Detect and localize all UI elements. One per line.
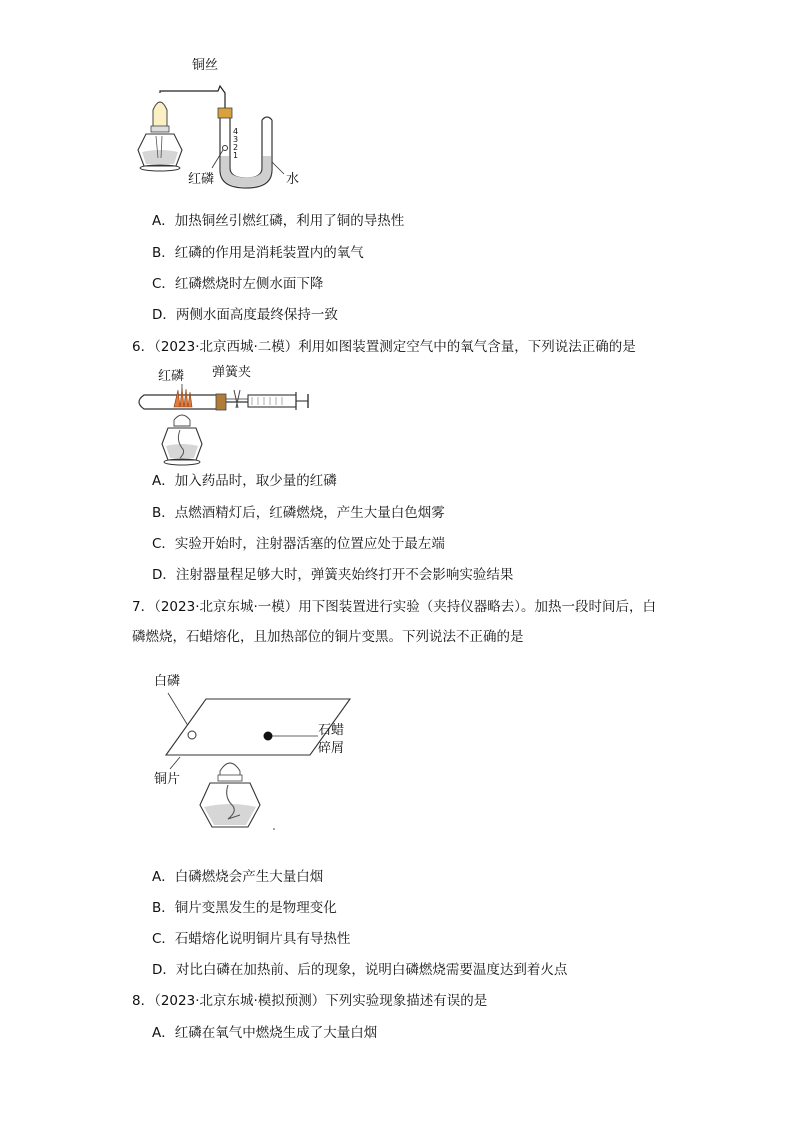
label-copper-sheet: 铜片 [154,772,181,787]
svg-text:1: 1 [233,151,239,160]
q5-option-a: A．加热铜丝引燃红磷，利用了铜的导热性 [152,213,405,229]
q6-option-d: D．注射器量程足够大时，弹簧夹始终打开不会影响实验结果 [152,567,514,583]
q6-option-b: B．点燃酒精灯后，红磷燃烧，产生大量白色烟雾 [152,505,445,521]
q5-option-b: B．红磷的作用是消耗装置内的氧气 [152,245,364,261]
q7-stem-line2: 磷燃烧，石蜡熔化，且加热部位的铜片变黑。下列说法不正确的是 [132,629,524,645]
label-paraffin-2: 碎屑 [318,741,345,756]
label-copper-wire: 铜丝 [192,58,219,73]
label-white-phosphorus: 白磷 [154,674,181,689]
svg-text:3: 3 [233,135,239,144]
q6-option-c: C．实验开始时，注射器活塞的位置应处于最左端 [152,536,445,552]
label-red-phosphorus-2: 红磷 [158,369,185,384]
label-spring-clamp: 弹簧夹 [212,365,252,380]
figure-copper-sheet-apparatus [140,665,370,835]
q7-option-c: C．石蜡熔化说明铜片具有导热性 [152,931,351,947]
copper-wire [160,86,225,108]
label-water: 水 [286,172,300,187]
q8-option-a: A．红磷在氧气中燃烧生成了大量白烟 [152,1025,378,1041]
figure-syringe-apparatus [130,360,320,475]
q7-option-a: A．白磷燃烧会产生大量白烟 [152,869,324,885]
q6-stem: 6．（2023·北京西城·二模）利用如图装置测定空气中的氧气含量，下列说法正确的是 [132,339,636,355]
q5-option-c: C．红磷燃烧时左侧水面下降 [152,276,324,292]
q8-stem: 8．（2023·北京东城·模拟预测）下列实验现象描述有误的是 [132,993,488,1009]
svg-text:2: 2 [233,143,239,152]
q6-option-a: A．加入药品时，取少量的红磷 [152,473,337,489]
label-paraffin-1: 石蜡 [318,723,345,738]
q5-option-d: D．两侧水面高度最终保持一致 [152,307,338,323]
q7-option-b: B．铜片变黑发生的是物理变化 [152,900,337,916]
figure-u-tube-apparatus [128,58,318,193]
label-red-phosphorus: 红磷 [188,172,215,187]
q7-stem-line1: 7．（2023·北京东城·一模）用下图装置进行实验（夹持仪器略去）。加热一段时间后，白 [132,599,657,615]
q7-option-d: D．对比白磷在加热前、后的现象，说明白磷燃烧需要温度达到着火点 [152,962,568,978]
svg-text:4: 4 [233,127,239,136]
